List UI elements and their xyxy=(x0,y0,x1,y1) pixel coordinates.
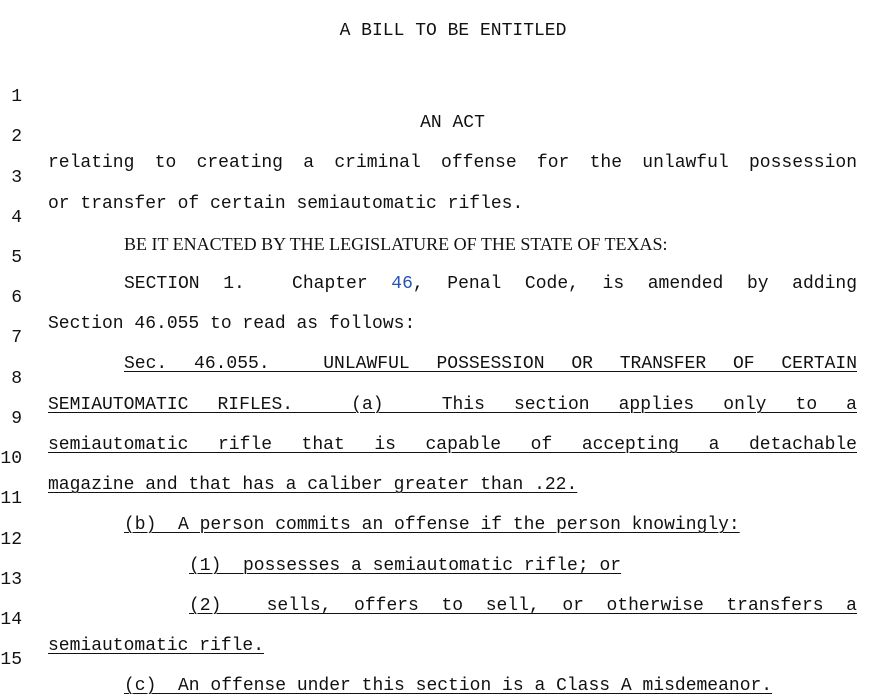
bill-line xyxy=(0,299,890,374)
section-text: Section 46.055 to read as follows: xyxy=(48,314,416,334)
line-number: 14 xyxy=(0,610,22,630)
section-post: , Penal Code, is amended by adding xyxy=(412,274,857,294)
bill-header: A BILL TO BE ENTITLED xyxy=(339,21,567,41)
underlined-text: (c) An offense under this section is a Class A misdemeanor. xyxy=(124,676,773,696)
bill-line xyxy=(0,420,890,495)
act-title: AN ACT xyxy=(420,113,485,133)
bill-line xyxy=(0,581,890,656)
underlined-text: semiautomatic rifle. xyxy=(48,636,265,656)
line-number: 3 xyxy=(11,168,22,188)
underlined-text: (b) A person commits an offense if the person knowingly: xyxy=(124,515,740,535)
bill-line xyxy=(0,259,890,334)
line-number: 9 xyxy=(11,409,22,429)
bill-line xyxy=(0,501,890,576)
bill-line xyxy=(0,179,890,254)
caption-text: relating to creating a criminal offense for the unlawful possession xyxy=(48,153,857,173)
bill-line xyxy=(0,460,890,535)
enacting-clause: BE IT ENACTED BY THE LEGISLATURE OF THE STATE OF TEXAS: xyxy=(124,234,668,254)
line-number: 1 xyxy=(11,87,22,107)
line-number: 4 xyxy=(11,208,22,228)
caption-text: or transfer of certain semiautomatic rifles. xyxy=(48,194,524,214)
underlined-text: magazine and that has a caliber greater than .22. xyxy=(48,475,578,495)
line-number: 7 xyxy=(11,328,22,348)
line-number: 12 xyxy=(0,530,22,550)
chapter-link[interactable]: 46 xyxy=(391,274,413,294)
line-number: 8 xyxy=(11,369,22,389)
bill-line xyxy=(0,340,890,415)
new-text xyxy=(48,673,857,699)
bill-line xyxy=(0,219,890,294)
line-number: 10 xyxy=(0,449,22,469)
underlined-text: (1) possesses a semiautomatic rifle; or xyxy=(189,556,622,576)
line-number: 11 xyxy=(0,489,22,509)
underlined-text: SEMIAUTOMATIC RIFLES. (a) This section applies only to a xyxy=(48,395,857,415)
bill-line xyxy=(0,58,890,133)
line-number: 5 xyxy=(11,248,22,268)
underlined-text: Sec. 46.055. UNLAWFUL POSSESSION OR TRANSFER OF CERTAIN xyxy=(124,354,857,374)
line-number: 15 xyxy=(0,650,22,670)
bill-line xyxy=(0,98,890,173)
bill-line xyxy=(0,541,890,616)
bill-line xyxy=(0,139,890,214)
section-pre: SECTION 1. Chapter xyxy=(124,274,392,294)
underlined-text: (2) sells, offers to sell, or otherwise transfers a xyxy=(189,596,857,616)
line-number: 6 xyxy=(11,288,22,308)
underlined-text: semiautomatic rifle that is capable of accepting a detachable xyxy=(48,435,857,455)
bill-line xyxy=(0,621,890,696)
line-number: 13 xyxy=(0,570,22,590)
bill-line xyxy=(0,380,890,455)
line-number: 2 xyxy=(11,127,22,147)
